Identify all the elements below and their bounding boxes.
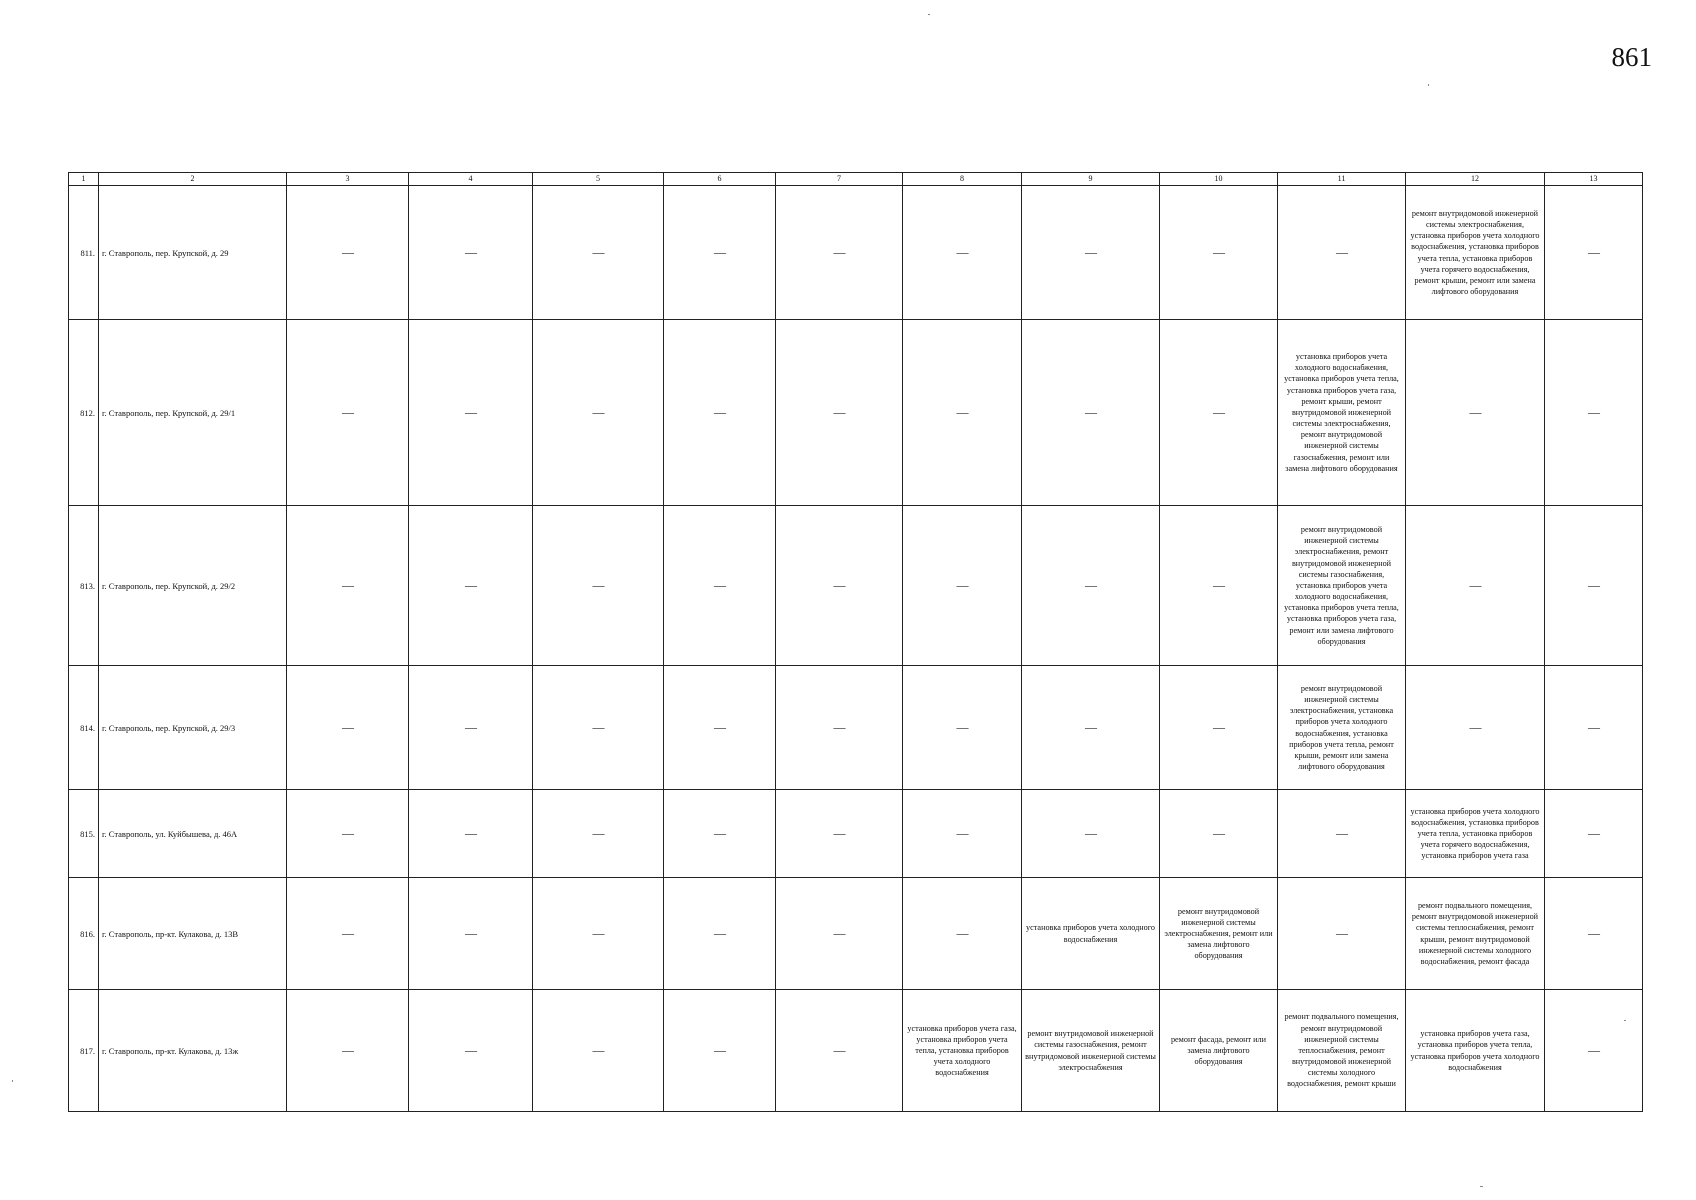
cell-col-8: — — [903, 666, 1022, 790]
row-number: 813. — [69, 506, 99, 666]
cell-col-9: — — [1022, 506, 1160, 666]
cell-col-12: ремонт внутридомовой инженерной системы электроснабжения, установка приборов учета холодного водоснабжения, установка приборов учета тепла, установка приборов учета горячего водоснабжения, ремонт крыши, ремонт или замена лифтового оборудования — [1406, 186, 1545, 320]
cell-col-13: — — [1545, 990, 1643, 1112]
row-address: г. Ставрополь, пер. Крупской, д. 29/1 — [99, 320, 287, 506]
cell-col-13: — — [1545, 506, 1643, 666]
empty-cell: — — [533, 506, 664, 666]
empty-cell: — — [776, 186, 903, 320]
cell-col-12: установка приборов учета газа, установка приборов учета тепла, установка приборов учета холодного водоснабжения — [1406, 990, 1545, 1112]
row-number: 812. — [69, 320, 99, 506]
empty-cell: — — [533, 790, 664, 878]
table-row — [69, 990, 1643, 1112]
row-number: 817. — [69, 990, 99, 1112]
empty-cell: — — [776, 506, 903, 666]
empty-cell: — — [664, 186, 776, 320]
cell-col-13: — — [1545, 320, 1643, 506]
scan-speck — [1428, 84, 1429, 86]
column-header: 11 — [1278, 173, 1406, 186]
cell-col-8: — — [903, 790, 1022, 878]
empty-cell: — — [533, 990, 664, 1112]
scan-speck — [1624, 1020, 1626, 1021]
cell-col-10: ремонт фасада, ремонт или замена лифтового оборудования — [1160, 990, 1278, 1112]
empty-cell: — — [409, 790, 533, 878]
cell-col-8: — — [903, 878, 1022, 990]
cell-col-10: ремонт внутридомовой инженерной системы электроснабжения, ремонт или замена лифтового оборудования — [1160, 878, 1278, 990]
empty-cell: — — [664, 990, 776, 1112]
scan-speck — [12, 1080, 13, 1082]
column-header: 8 — [903, 173, 1022, 186]
empty-cell: — — [664, 790, 776, 878]
cell-col-9: — — [1022, 790, 1160, 878]
row-address: г. Ставрополь, пер. Крупской, д. 29 — [99, 186, 287, 320]
cell-col-10: — — [1160, 790, 1278, 878]
column-header: 6 — [664, 173, 776, 186]
row-address: г. Ставрополь, ул. Куйбышева, д. 46А — [99, 790, 287, 878]
empty-cell: — — [287, 878, 409, 990]
empty-cell: — — [533, 666, 664, 790]
empty-cell: — — [287, 990, 409, 1112]
cell-col-9: — — [1022, 320, 1160, 506]
page-number: 861 — [1611, 42, 1652, 72]
table-row — [69, 320, 1643, 506]
cell-col-11: ремонт подвального помещения, ремонт внутридомовой инженерной системы теплоснабжения, ремонт внутридомовой инженерной системы холодного водоснабжения, ремонт крыши — [1278, 990, 1406, 1112]
cell-col-12: — — [1406, 666, 1545, 790]
column-header: 13 — [1545, 173, 1643, 186]
scan-speck — [1480, 1186, 1483, 1187]
empty-cell: — — [664, 666, 776, 790]
cell-col-9: установка приборов учета холодного водоснабжения — [1022, 878, 1160, 990]
cell-col-11: ремонт внутридомовой инженерной системы электроснабжения, установка приборов учета холодного водоснабжения, установка приборов учета тепла, ремонт крыши, ремонт или замена лифтового оборудования — [1278, 666, 1406, 790]
cell-col-12: установка приборов учета холодного водоснабжения, установка приборов учета тепла, установка приборов учета горячего водоснабжения, установка приборов учета газа — [1406, 790, 1545, 878]
empty-cell: — — [664, 506, 776, 666]
cell-col-13: — — [1545, 186, 1643, 320]
column-header: 4 — [409, 173, 533, 186]
cell-col-10: — — [1160, 666, 1278, 790]
empty-cell: — — [287, 666, 409, 790]
cell-col-12: ремонт подвального помещения, ремонт внутридомовой инженерной системы теплоснабжения, ремонт крыши, ремонт внутридомовой инженерной системы холодного водоснабжения, ремонт фасада — [1406, 878, 1545, 990]
empty-cell: — — [533, 320, 664, 506]
cell-col-8: — — [903, 506, 1022, 666]
row-address: г. Ставрополь, пр-кт. Кулакова, д. 13ж — [99, 990, 287, 1112]
empty-cell: — — [287, 506, 409, 666]
row-address: г. Ставрополь, пер. Крупской, д. 29/3 — [99, 666, 287, 790]
cell-col-10: — — [1160, 320, 1278, 506]
column-header: 12 — [1406, 173, 1545, 186]
empty-cell: — — [533, 186, 664, 320]
table-row — [69, 506, 1643, 666]
empty-cell: — — [409, 320, 533, 506]
cell-col-12: — — [1406, 320, 1545, 506]
empty-cell: — — [287, 320, 409, 506]
cell-col-9: — — [1022, 186, 1160, 320]
empty-cell: — — [409, 666, 533, 790]
row-number: 815. — [69, 790, 99, 878]
cell-col-10: — — [1160, 186, 1278, 320]
empty-cell: — — [776, 666, 903, 790]
row-address: г. Ставрополь, пер. Крупской, д. 29/2 — [99, 506, 287, 666]
column-header: 5 — [533, 173, 664, 186]
cell-col-12: — — [1406, 506, 1545, 666]
empty-cell: — — [776, 990, 903, 1112]
cell-col-8: — — [903, 186, 1022, 320]
table-row — [69, 666, 1643, 790]
cell-col-11: установка приборов учета холодного водоснабжения, установка приборов учета тепла, установка приборов учета газа, ремонт крыши, ремонт внутридомовой инженерной системы электроснабжения, ремонт внутридомовой инженерной системы газоснабжения, ремонт или замена лифтового оборудования — [1278, 320, 1406, 506]
cell-col-11: — — [1278, 186, 1406, 320]
empty-cell: — — [409, 878, 533, 990]
empty-cell: — — [664, 320, 776, 506]
cell-col-11: — — [1278, 790, 1406, 878]
empty-cell: — — [776, 878, 903, 990]
empty-cell: — — [287, 790, 409, 878]
column-header: 2 — [99, 173, 287, 186]
column-header: 7 — [776, 173, 903, 186]
column-header: 9 — [1022, 173, 1160, 186]
column-header: 3 — [287, 173, 409, 186]
cell-col-13: — — [1545, 878, 1643, 990]
cell-col-11: ремонт внутридомовой инженерной системы электроснабжения, ремонт внутридомовой инженерной системы газоснабжения, установка приборов учета холодного водоснабжения, установка приборов учета тепла, установка приборов учета газа, ремонт или замена лифтового оборудования — [1278, 506, 1406, 666]
empty-cell: — — [664, 878, 776, 990]
housing-repair-table — [68, 172, 1643, 1112]
cell-col-9: — — [1022, 666, 1160, 790]
table-row — [69, 878, 1643, 990]
cell-col-13: — — [1545, 666, 1643, 790]
empty-cell: — — [776, 790, 903, 878]
row-address: г. Ставрополь, пр-кт. Кулакова, д. 13В — [99, 878, 287, 990]
row-number: 814. — [69, 666, 99, 790]
row-number: 811. — [69, 186, 99, 320]
column-header: 1 — [69, 173, 99, 186]
cell-col-10: — — [1160, 506, 1278, 666]
cell-col-9: ремонт внутридомовой инженерной системы газоснабжения, ремонт внутридомовой инженерной системы электроснабжения — [1022, 990, 1160, 1112]
empty-cell: — — [287, 186, 409, 320]
cell-col-13: — — [1545, 790, 1643, 878]
empty-cell: — — [409, 506, 533, 666]
table-row — [69, 186, 1643, 320]
empty-cell: — — [533, 878, 664, 990]
scan-speck — [928, 14, 930, 15]
empty-cell: — — [409, 186, 533, 320]
cell-col-8: — — [903, 320, 1022, 506]
empty-cell: — — [409, 990, 533, 1112]
row-number: 816. — [69, 878, 99, 990]
column-number-row — [69, 173, 1643, 186]
cell-col-8: установка приборов учета газа, установка приборов учета тепла, установка приборов учета холодного водоснабжения — [903, 990, 1022, 1112]
column-header: 10 — [1160, 173, 1278, 186]
empty-cell: — — [776, 320, 903, 506]
cell-col-11: — — [1278, 878, 1406, 990]
table-row — [69, 790, 1643, 878]
